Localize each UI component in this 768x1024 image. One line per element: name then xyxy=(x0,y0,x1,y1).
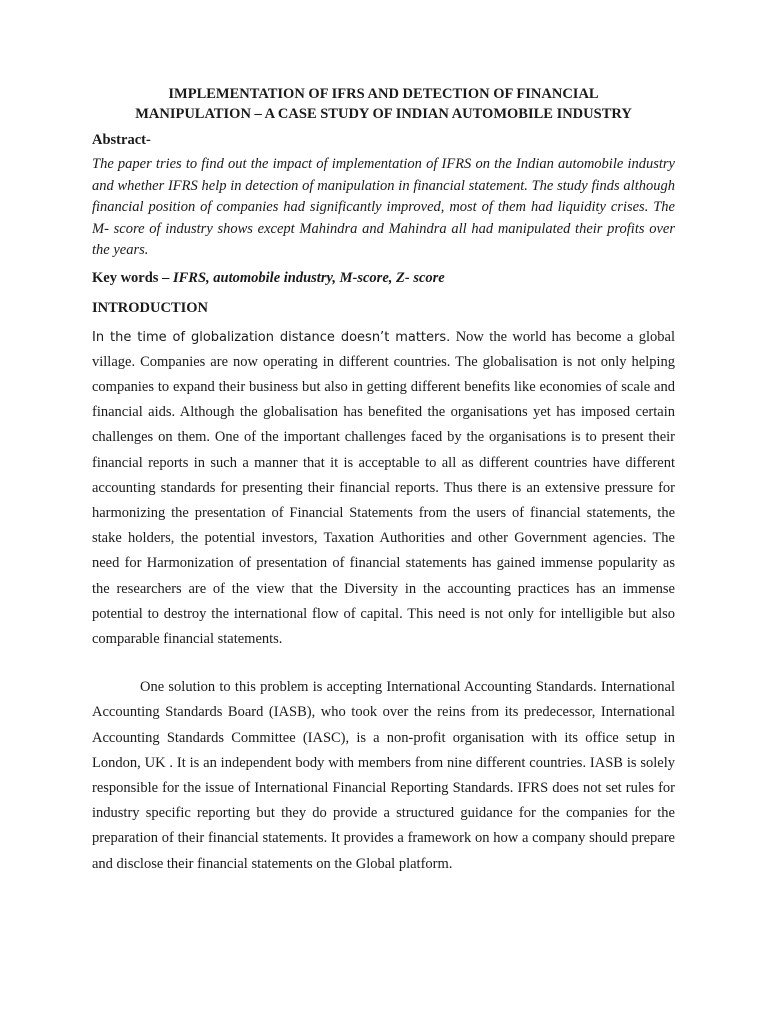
paper-title-line-1: IMPLEMENTATION OF IFRS AND DETECTION OF FINANCIAL xyxy=(168,86,599,102)
introduction-paragraph-2: One solution to this problem is accepting International Accounting Standards. International Accounting Standards Board (IASB), who took over the reins from its predecessor, International Accounting Standards Committee (IASC), is a non-profit organisation with its office setup in London, UK . It is an independent body with members from nine different countries. IASB is solely responsible for the issue of International Financial Reporting Standards. IFRS does not set rules for industry specific reporting but they do provide a structured guidance for the companies for the preparation of their financial statements. It provides a framework on how a company should prepare and disclose their financial statements on the Global platform. xyxy=(92,679,675,872)
document-page xyxy=(92,84,675,877)
introduction-paragraph-1-lead: In the time of globalization distance doesn’t matters. xyxy=(92,329,451,345)
paper-title xyxy=(92,84,675,124)
paper-title-line-2: MANIPULATION – A CASE STUDY OF INDIAN AUTOMOBILE INDUSTRY xyxy=(135,106,632,122)
abstract-label: Abstract- xyxy=(92,132,151,148)
keywords-label: Key words – xyxy=(92,269,173,286)
keywords-values: IFRS, automobile industry, M-score, Z- score xyxy=(172,269,445,286)
introduction-paragraph-1 xyxy=(92,325,675,653)
keywords-line xyxy=(92,268,675,288)
abstract-text: The paper tries to find out the impact of implementation of IFRS on the Indian automobile industry and whether IFRS help in detection of manipulation in financial statement. The study finds although financial position of companies had significantly improved, most of them had liquidity crises. The M- score of industry shows except Mahindra and Mahindra all had manipulated their profits over the years. xyxy=(92,156,675,258)
introduction-heading: INTRODUCTION xyxy=(92,299,209,316)
introduction-paragraph-1-rest: Now the world has become a global village. Companies are now operating in different countries. The globalisation is not only helping companies to expand their business but also in getting different benefits like economies of scale and financial aids. Although the globalisation has benefited the organisations yet has imposed certain challenges on them. One of the important challenges faced by the organisations is to present their financial reports in such a manner that it is acceptable to all as different countries have different accounting standards for presenting their financial reports. Thus there is an extensive pressure for harmonizing the presentation of Financial Statements from the users of financial statements, the stake holders, the potential investors, Taxation Authorities and other Government agencies. The need for Harmonization of presentation of financial statements has gained immense popularity as the researchers are of the view that the Diversity in the accounting practices has an immense potential to destroy the international flow of capital. This need is not only for intelligible but also comparable financial statements. xyxy=(92,328,675,647)
